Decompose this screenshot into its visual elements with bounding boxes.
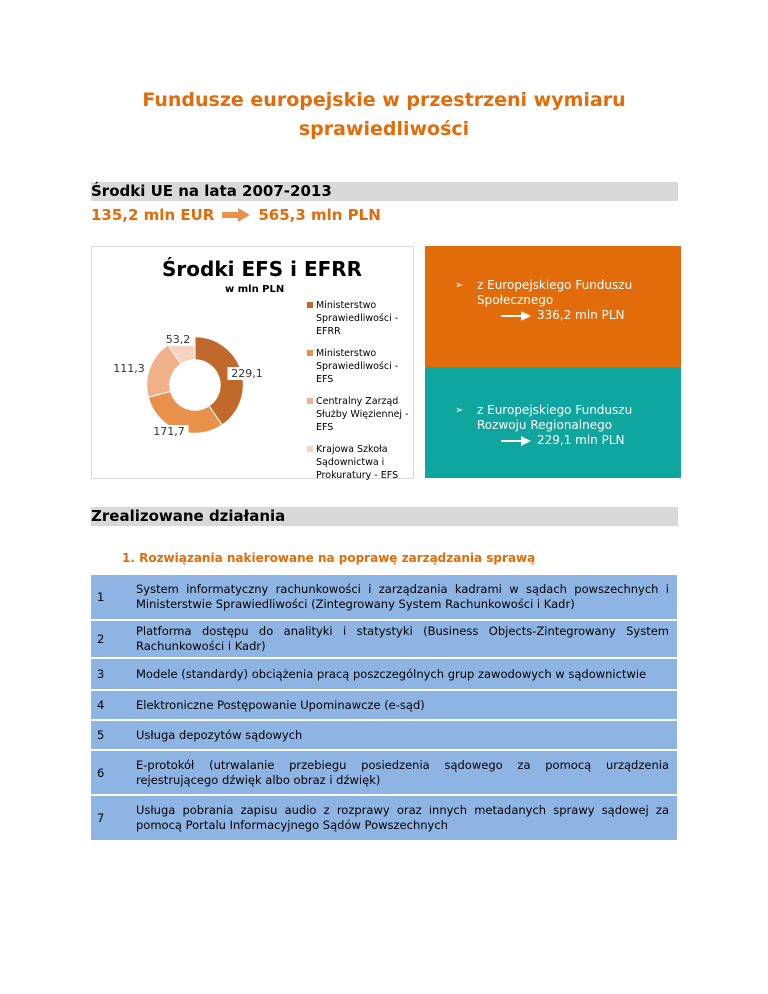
legend-item bbox=[307, 443, 412, 482]
page-title-line2: sprawiedliwości bbox=[298, 118, 470, 140]
row-text: Usługa pobrania zapisu audio z rozprawy oraz innych metadanych sprawy sądowej za pomocą Portalu Informacyjnego Sądów Powszechnych bbox=[136, 803, 669, 832]
info-box-efs bbox=[425, 246, 681, 367]
legend-item bbox=[307, 347, 412, 386]
data-label-text: 53,2 bbox=[165, 333, 191, 346]
legend-label: Centralny Zarząd Służby Więziennej - EFS bbox=[316, 396, 409, 433]
info-box-efrr-amount: 229,1 mln PLN bbox=[537, 433, 625, 447]
table-row bbox=[90, 795, 678, 841]
table-row bbox=[90, 750, 678, 795]
row-number: 3 bbox=[97, 667, 105, 681]
bullet-arrow-icon: ➢ bbox=[455, 280, 464, 291]
info-box-efs-amount: 336,2 mln PLN bbox=[537, 308, 625, 322]
bullet-arrow-icon: ➢ bbox=[455, 405, 464, 416]
data-label-1 bbox=[228, 367, 267, 380]
row-text: Elektroniczne Postępowanie Upominawcze (e-sąd) bbox=[136, 697, 425, 712]
data-label-2 bbox=[150, 425, 189, 438]
row-text: Platforma dostępu do analityki i statystyki (Business Objects-Zintegrowany System Rachunkowości i Kadr) bbox=[136, 624, 669, 653]
data-label-text: 171,7 bbox=[153, 425, 185, 438]
legend-label: Krajowa Szkoła Sądownictwa i Prokuratury - EFS bbox=[316, 444, 399, 481]
chart-title: Środki EFS i EFRR bbox=[162, 257, 363, 281]
arrow-right-icon bbox=[501, 311, 531, 321]
chart-subtitle: w mln PLN bbox=[225, 284, 285, 295]
info-box-efs-text: z Europejskiego Funduszu Społecznego bbox=[477, 278, 633, 307]
legend-label: Ministerstwo Sprawiedliwości - EFRR bbox=[316, 300, 399, 337]
row-text: Usługa depozytów sądowych bbox=[136, 727, 303, 742]
chart-legend bbox=[307, 299, 412, 491]
row-text: Modele (standardy) obciążenia pracą poszczególnych grup zawodowych w sądownictwie bbox=[136, 666, 647, 681]
amount-eur: 135,2 mln EUR bbox=[91, 206, 215, 224]
section-heading-funds: Środki UE na lata 2007-2013 bbox=[91, 182, 678, 201]
donut-chart bbox=[91, 246, 414, 479]
legend-swatch bbox=[307, 446, 313, 452]
arrow-right-icon bbox=[501, 436, 531, 446]
row-number: 6 bbox=[97, 765, 105, 780]
table-row bbox=[90, 620, 678, 658]
table-row bbox=[90, 720, 678, 750]
table-row bbox=[90, 658, 678, 690]
amount-pln: 565,3 mln PLN bbox=[258, 206, 381, 224]
legend-item bbox=[307, 299, 412, 338]
row-number: 4 bbox=[97, 698, 105, 712]
legend-swatch bbox=[307, 350, 313, 356]
data-label-3 bbox=[110, 362, 149, 375]
page-title-line1: Fundusze europejskie w przestrzeni wymiaru bbox=[142, 89, 626, 111]
data-label-4 bbox=[162, 333, 194, 346]
section-heading-actions: Zrealizowane działania bbox=[91, 507, 678, 526]
amounts-line bbox=[91, 206, 381, 224]
page-title bbox=[0, 86, 768, 144]
row-number: 5 bbox=[97, 728, 105, 742]
data-label-text: 229,1 bbox=[231, 367, 263, 380]
info-box-efrr-amount-row bbox=[501, 433, 667, 448]
table-row bbox=[90, 690, 678, 720]
info-box-efrr-text: z Europejskiego Funduszu Rozwoju Regionalnego bbox=[477, 403, 633, 432]
legend-swatch bbox=[307, 398, 313, 404]
table-row bbox=[90, 574, 678, 620]
row-number: 2 bbox=[97, 632, 105, 646]
legend-label: Ministerstwo Sprawiedliwości - EFS bbox=[316, 348, 399, 385]
row-number: 1 bbox=[97, 590, 105, 604]
info-box-efrr bbox=[425, 367, 681, 478]
arrow-right-icon bbox=[222, 208, 250, 222]
row-number: 7 bbox=[97, 811, 105, 825]
legend-swatch bbox=[307, 302, 313, 308]
actions-table bbox=[90, 574, 678, 841]
row-text: System informatyczny rachunkowości i zarządzania kadrami w sądach powszechnych i Ministerstwie Sprawiedliwości (Zintegrowany System Rachunkowości i Kadr) bbox=[136, 582, 669, 611]
info-box-efs-amount-row bbox=[501, 308, 667, 323]
row-text: E-protokół (utrwalanie przebiegu posiedzenia sądowego za pomocą urządzenia rejestrującego dźwięk albo obraz i dźwięk) bbox=[136, 757, 669, 787]
donut-svg bbox=[92, 247, 292, 480]
legend-item bbox=[307, 395, 412, 434]
list-heading: 1. Rozwiązania nakierowane na poprawę zarządzania sprawą bbox=[122, 551, 536, 565]
data-label-text: 111,3 bbox=[113, 362, 145, 375]
